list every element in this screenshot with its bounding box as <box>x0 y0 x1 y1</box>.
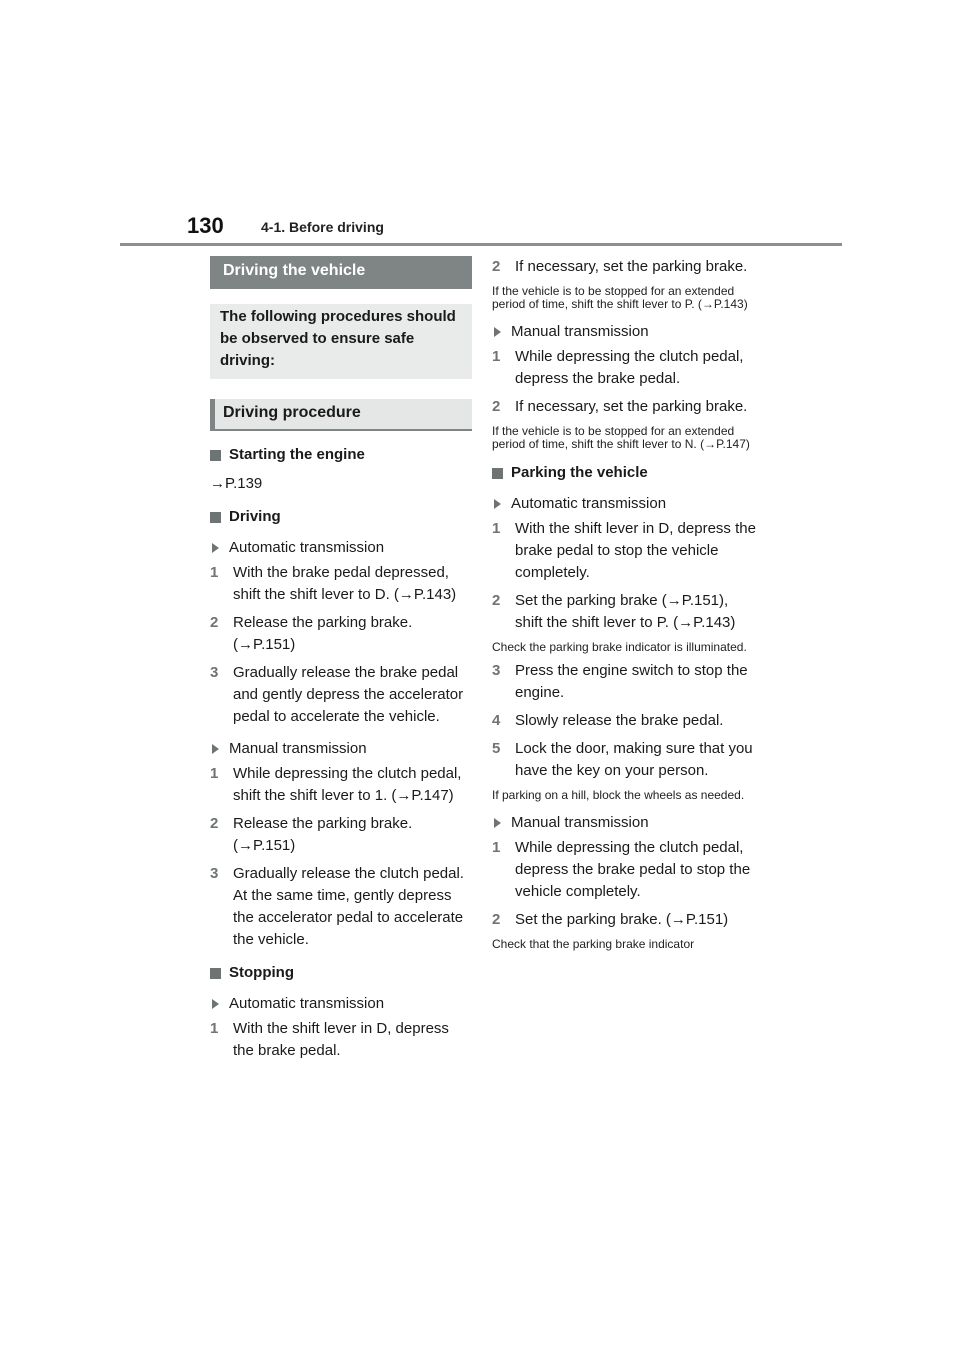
note-text: If the vehicle is to be stopped for an extended period of time, shift the shift lever to P. (→P.143) <box>492 284 748 311</box>
heading-starting-engine: Starting the engine <box>210 445 472 465</box>
square-bullet-icon <box>492 468 503 479</box>
list-item <box>492 518 756 584</box>
subheading-driving-procedure: Driving procedure <box>210 399 472 431</box>
step-number: 5 <box>492 740 501 757</box>
label-automatic-transmission: Automatic transmission <box>210 537 472 559</box>
list-item <box>492 837 756 903</box>
list-item <box>210 662 472 728</box>
triangle-bullet-icon <box>212 744 219 754</box>
list-item <box>492 346 756 390</box>
left-column <box>210 256 472 1062</box>
step-number: 2 <box>492 592 501 609</box>
label-manual-transmission: Manual transmission <box>210 738 472 760</box>
triangle-bullet-icon <box>494 499 501 509</box>
step-text: Set the parking brake. (→P.151) <box>515 911 729 928</box>
step-text: With the shift lever in D, depress the brake pedal to stop the vehicle completely. <box>515 520 756 581</box>
step-text: Gradually release the clutch pedal. At the same time, gently depress the accelerator pedal to accelerate the vehicle. <box>233 865 464 948</box>
step-number: 4 <box>492 712 501 729</box>
step-number: 3 <box>492 662 501 679</box>
step-number: 3 <box>210 865 219 882</box>
heading-driving: Driving <box>210 507 472 527</box>
step-text: Slowly release the brake pedal. <box>515 712 724 729</box>
list-item <box>492 396 756 418</box>
step-number: 2 <box>492 911 501 928</box>
right-column <box>492 256 756 951</box>
list-item <box>210 562 472 606</box>
step-number: 1 <box>210 564 219 581</box>
step-text: While depressing the clutch pedal, depress the brake pedal to stop the vehicle completely. <box>515 839 751 900</box>
heading-parking-vehicle: Parking the vehicle <box>492 463 756 483</box>
step-text: Press the engine switch to stop the engine. <box>515 662 748 701</box>
header-divider <box>120 243 842 246</box>
step-number: 1 <box>210 1020 219 1037</box>
page-number: 130 <box>187 213 224 238</box>
step-text: Release the parking brake. (→P.151) <box>233 614 413 653</box>
list-item <box>210 612 472 656</box>
step-number: 2 <box>210 614 219 631</box>
step-text: While depressing the clutch pedal, depress the brake pedal. <box>515 348 744 387</box>
note-text: If parking on a hill, block the wheels as needed. <box>492 788 745 802</box>
section-heading: Driving the vehicle <box>210 256 472 289</box>
step-text: Release the parking brake. (→P.151) <box>233 815 413 854</box>
list-item <box>492 660 756 704</box>
step-number: 2 <box>492 398 501 415</box>
list-item <box>492 256 756 278</box>
heading-stopping: Stopping <box>210 963 472 983</box>
square-bullet-icon <box>210 450 221 461</box>
label-automatic-transmission: Automatic transmission <box>492 493 756 515</box>
section-title: 4-1. Before driving <box>261 219 384 235</box>
step-text: Set the parking brake (→P.151), shift the shift lever to P. (→P.143) <box>515 592 736 631</box>
label-automatic-transmission: Automatic transmission <box>210 993 472 1015</box>
note-text: If the vehicle is to be stopped for an extended period of time, shift the shift lever to N. (→P.147) <box>492 424 750 451</box>
page-reference[interactable]: →P.139 <box>210 475 263 492</box>
list-item <box>492 909 756 931</box>
step-number: 2 <box>210 815 219 832</box>
triangle-bullet-icon <box>212 999 219 1009</box>
step-number: 1 <box>492 520 501 537</box>
step-number: 1 <box>492 348 501 365</box>
page-header <box>0 0 960 250</box>
square-bullet-icon <box>210 968 221 979</box>
step-text: If necessary, set the parking brake. <box>515 398 748 415</box>
triangle-bullet-icon <box>494 818 501 828</box>
list-item <box>210 763 472 807</box>
list-item <box>210 813 472 857</box>
note-text: Check the parking brake indicator is illuminated. <box>492 640 747 654</box>
step-text: With the brake pedal depressed, shift the shift lever to D. (→P.143) <box>233 564 457 603</box>
intro-box: The following procedures should be observed to ensure safe driving: <box>210 304 472 379</box>
step-text: Lock the door, making sure that you have the key on your person. <box>515 740 753 779</box>
step-number: 1 <box>210 765 219 782</box>
step-text: Gradually release the brake pedal and gently depress the accelerator pedal to accelerate the vehicle. <box>233 664 464 725</box>
step-text: With the shift lever in D, depress the brake pedal. <box>233 1020 449 1059</box>
step-text: While depressing the clutch pedal, shift the shift lever to 1. (→P.147) <box>233 765 462 804</box>
list-item <box>492 738 756 782</box>
list-item <box>210 863 472 951</box>
note-text: Check that the parking brake indicator <box>492 937 695 951</box>
label-manual-transmission: Manual transmission <box>492 812 756 834</box>
step-number: 2 <box>492 258 501 275</box>
label-manual-transmission: Manual transmission <box>492 321 756 343</box>
step-text: If necessary, set the parking brake. <box>515 258 748 275</box>
square-bullet-icon <box>210 512 221 523</box>
list-item <box>210 1018 472 1062</box>
list-item <box>492 710 756 732</box>
triangle-bullet-icon <box>494 327 501 337</box>
list-item <box>492 590 756 634</box>
step-number: 1 <box>492 839 501 856</box>
step-number: 3 <box>210 664 219 681</box>
triangle-bullet-icon <box>212 543 219 553</box>
